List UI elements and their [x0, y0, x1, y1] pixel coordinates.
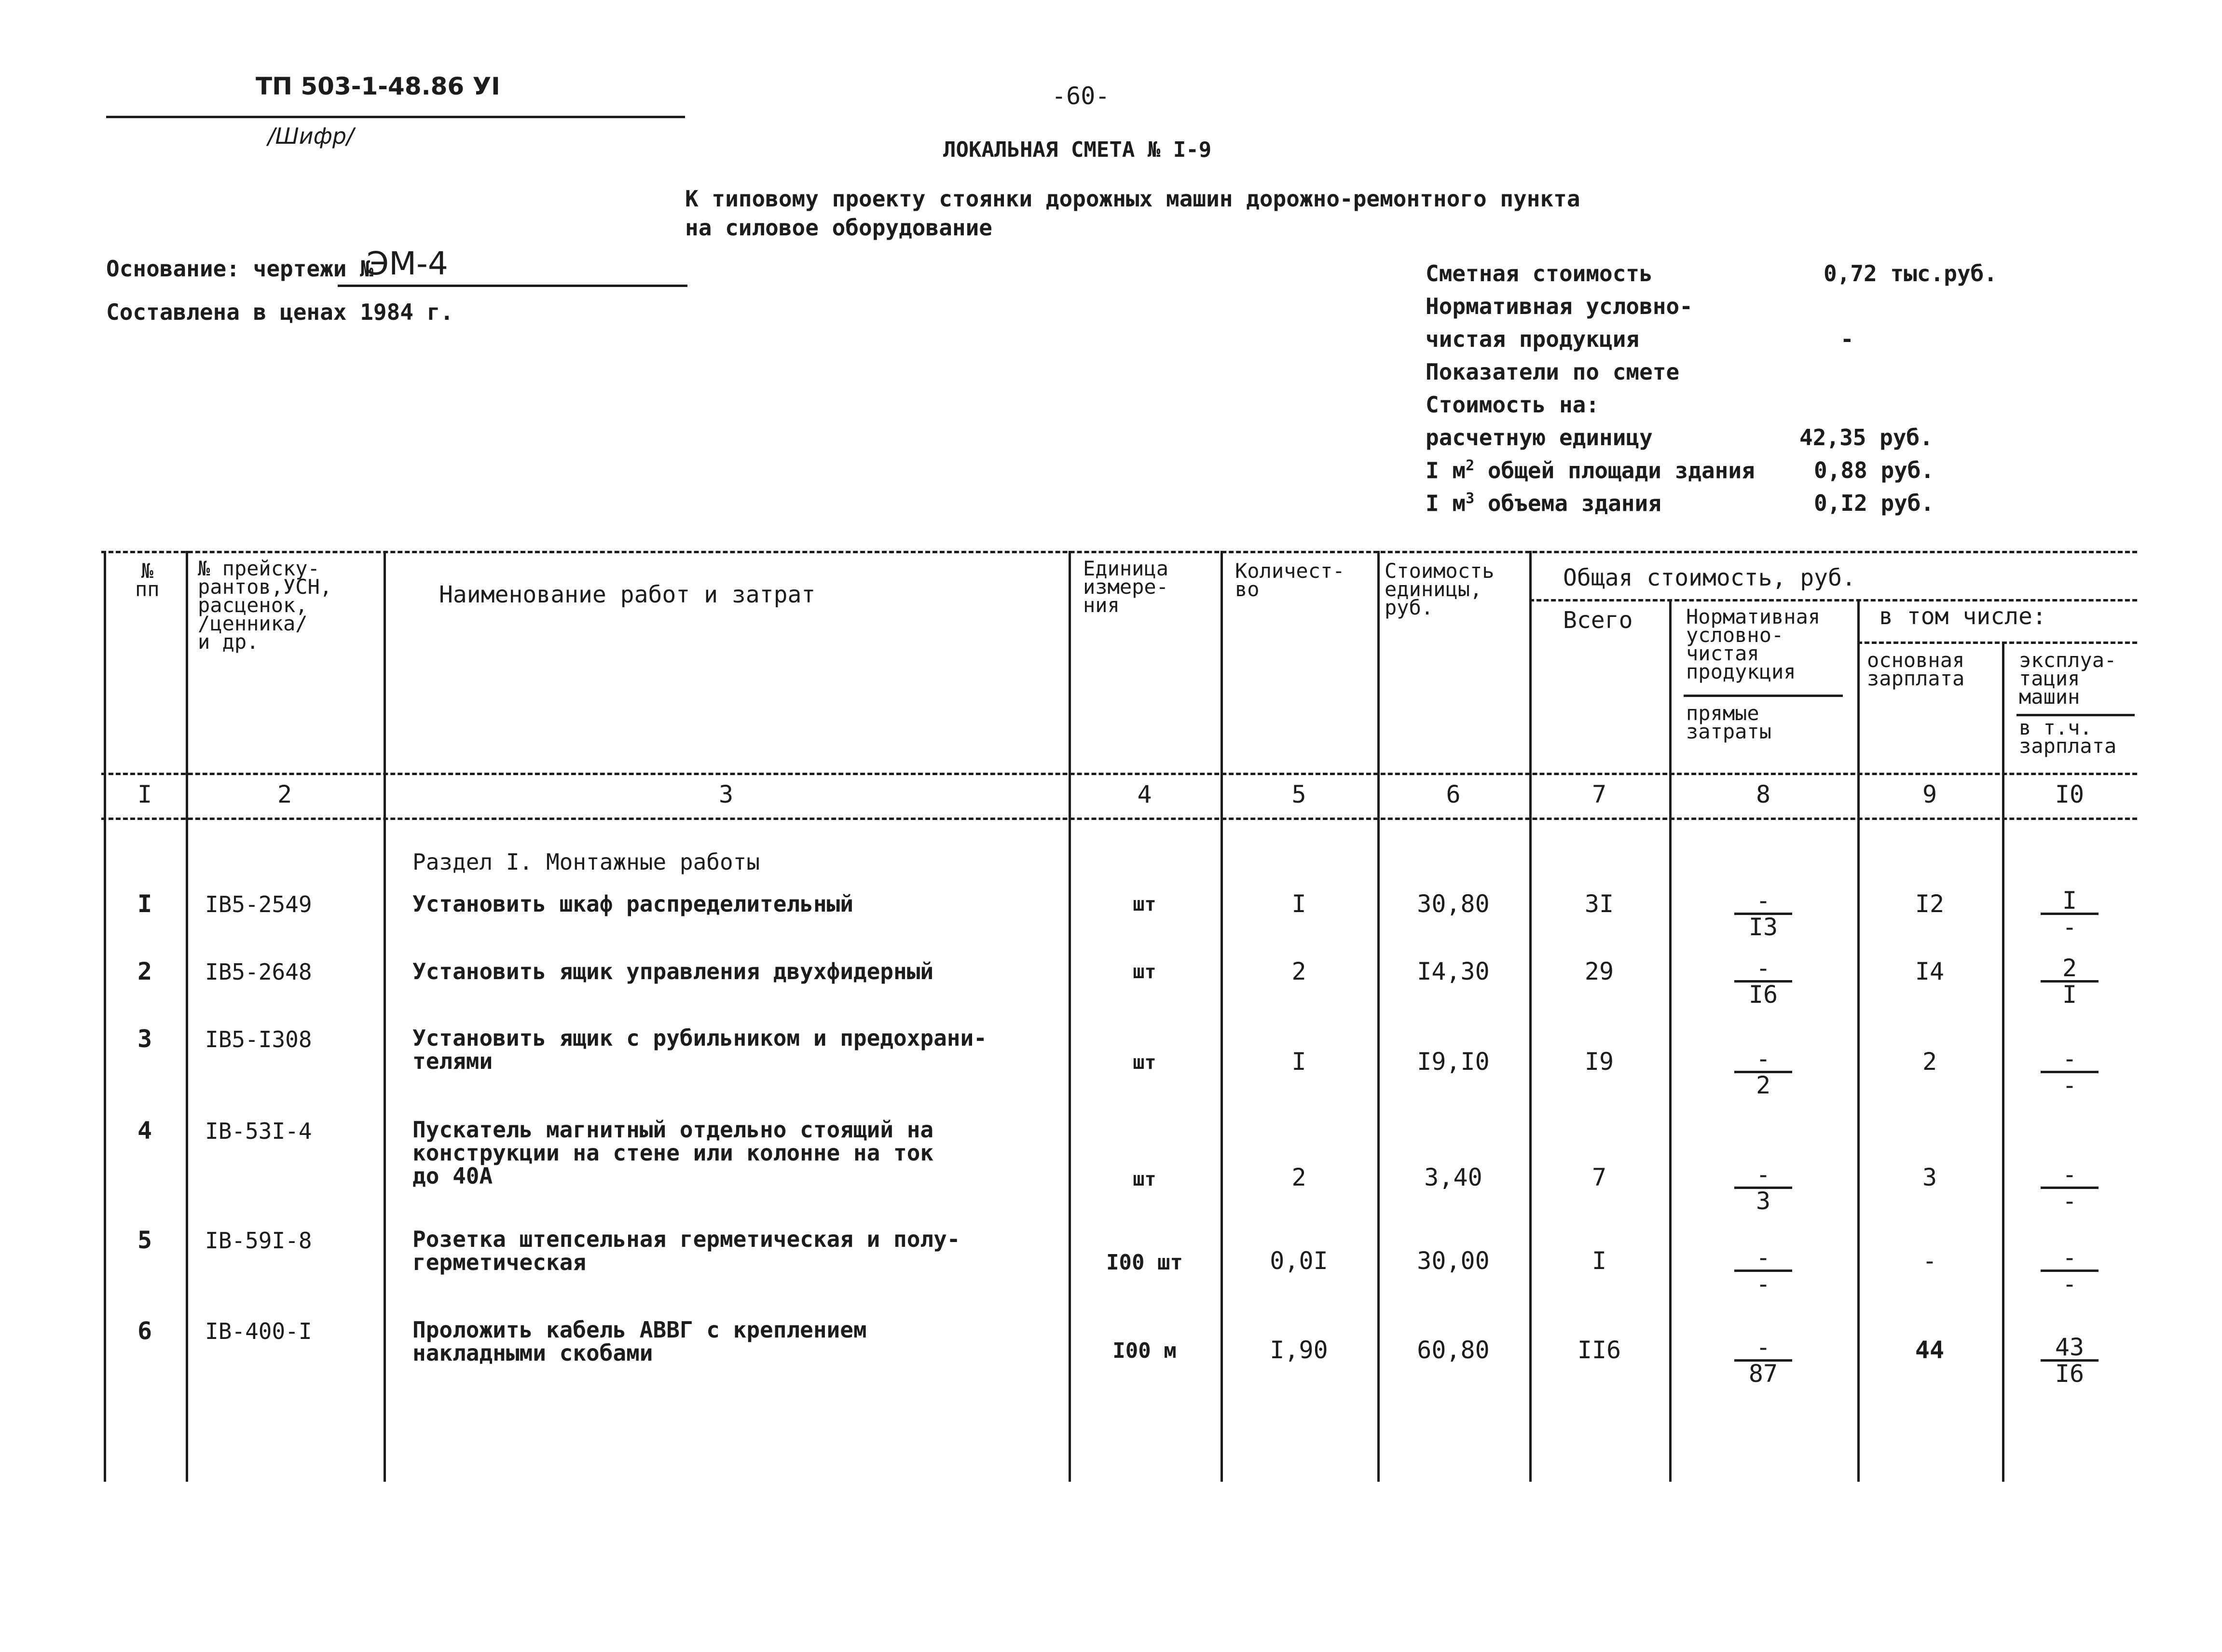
basis-label: Основание: чертежи № — [106, 256, 373, 282]
row-code: IВ-59I-8 — [205, 1228, 312, 1254]
row-code: IВ5-2648 — [205, 959, 312, 985]
col-number-7: 7 — [1591, 780, 1607, 808]
indicators-label: Показатели по смете — [1426, 359, 1680, 385]
row-normative-fraction: - 87 — [1734, 1335, 1792, 1386]
normative-value: - — [1840, 326, 1854, 352]
header-bottom-rule — [101, 773, 2137, 775]
row-total: I — [1591, 1247, 1607, 1275]
row-number: 4 — [137, 1117, 152, 1145]
row-wage: I4 — [1915, 957, 1945, 985]
header-col-10-top: эксплуа- тация машин — [2019, 648, 2117, 709]
row-wage: - — [1922, 1247, 1937, 1275]
header-total-cost: Общая стоимость, руб. — [1563, 564, 1856, 591]
row-wage: 2 — [1922, 1048, 1937, 1076]
row-price: 3,40 — [1424, 1163, 1482, 1191]
row-number: 3 — [137, 1025, 152, 1053]
area-cost-value: 0,88 руб. — [1814, 457, 1934, 483]
col-number-9: 9 — [1922, 780, 1937, 808]
row-qty: I,90 — [1270, 1336, 1328, 1364]
header-col-10-bot: в т.ч. зарплата — [2019, 716, 2117, 758]
unit-cost-label: расчетную единицу — [1426, 424, 1653, 451]
row-price: 30,80 — [1417, 890, 1490, 918]
row-qty: I — [1291, 890, 1306, 918]
row-machine-fraction: - - — [2041, 1245, 2099, 1296]
col-line-2 — [384, 551, 386, 1482]
row-machine-fraction: I - — [2041, 888, 2099, 939]
page-number: -60- — [1052, 82, 1110, 110]
row-wage: 3 — [1922, 1163, 1937, 1191]
row-qty: I — [1291, 1048, 1306, 1076]
row-machine-fraction: - - — [2041, 1162, 2099, 1213]
row-price: I4,30 — [1417, 957, 1490, 985]
cost-value: 0,72 тыс.руб. — [1824, 260, 1998, 287]
header-underline — [106, 116, 685, 118]
basis-value: ЭМ-4 — [367, 245, 448, 282]
row-total: 29 — [1584, 957, 1614, 985]
cost-per-label: Стоимость на: — [1426, 392, 1600, 418]
row-work: Установить шкаф распределительный — [412, 891, 853, 917]
row-code: IВ5-2549 — [205, 891, 312, 917]
row-work: Пускатель магнитный отдельно стоящий на конструкции на стене или колонне на ток до 40А — [412, 1117, 934, 1189]
numbers-bottom-rule — [101, 818, 2137, 820]
row-code: IВ-53I-4 — [205, 1118, 312, 1144]
header-col-9: основная зарплата — [1867, 648, 1965, 690]
header-col-7: Всего — [1563, 607, 1633, 634]
col-number-5: 5 — [1291, 780, 1306, 808]
col-number-10: I0 — [2055, 780, 2085, 808]
row-unit: шт — [1133, 1051, 1156, 1074]
total-cost-rule — [1529, 599, 2137, 601]
row-qty: 2 — [1291, 957, 1306, 985]
cipher-label: /Шифр/ — [268, 123, 354, 149]
row-wage: I2 — [1915, 890, 1945, 918]
header-col-2: № прейску- рантов,УСН, расценок, /ценника/ и др. — [198, 557, 332, 654]
row-normative-fraction: - - — [1734, 1245, 1792, 1296]
section-heading: Раздел I. Монтажные работы — [412, 849, 760, 875]
row-price: I9,I0 — [1417, 1048, 1490, 1076]
row-total: 3I — [1584, 890, 1614, 918]
col-line-7 — [1669, 599, 1672, 1482]
row-qty: 2 — [1291, 1163, 1306, 1191]
header-col-1: № пп — [135, 559, 160, 601]
row-machine-fraction: $\frac{2}{I}$ — [2041, 956, 2099, 1007]
estimate-subtitle-2: на силовое оборудование — [685, 215, 992, 241]
row-total: 7 — [1591, 1163, 1607, 1191]
row-price: 30,00 — [1417, 1247, 1490, 1275]
row-work: Розетка штепсельная герметическая и полу- герметическая — [412, 1226, 960, 1275]
col-number-1: I — [137, 780, 152, 808]
row-machine-fraction: - - — [2041, 1047, 2099, 1097]
row-normative-fraction: - 2 — [1734, 1047, 1792, 1097]
row-normative-fraction: - 3 — [1734, 1162, 1792, 1213]
row-unit: шт — [1133, 961, 1156, 983]
area-cost-label: I $м^2$ общей площади здания — [1426, 457, 1755, 484]
unit-cost-value: 42,35 руб. — [1799, 424, 1933, 451]
row-qty: 0,0I — [1270, 1247, 1328, 1275]
row-work: Установить ящик управления двухфидерный — [412, 958, 934, 984]
estimate-subtitle-1: К типовому проекту стоянки дорожных машин дорожно-ремонтного пункта — [685, 186, 1580, 212]
document-code: ТП 503-1-48.86 УI — [256, 72, 500, 100]
volume-cost-value: 0,I2 руб. — [1814, 490, 1934, 516]
normative-label-2: чистая продукция — [1426, 326, 1640, 352]
header-col-3: Наименование работ и затрат — [439, 581, 816, 608]
incl-rule — [1857, 642, 2137, 644]
row-unit: шт — [1133, 893, 1156, 915]
volume-cost-label: I $м^3$ объема здания — [1426, 490, 1661, 517]
header-col-4: Единица измере- ния — [1083, 557, 1169, 617]
row-unit: шт — [1133, 1168, 1156, 1190]
header-incl: в том числе: — [1879, 603, 2046, 630]
header-col-8-top: Нормативная условно- чистая продукция — [1686, 605, 1821, 683]
prices-note: Составлена в ценах 1984 г. — [106, 299, 454, 325]
basis-underline — [338, 285, 687, 287]
row-work: Установить ящик с рубильником и предохрани- телями — [412, 1025, 987, 1074]
row-number: 2 — [137, 957, 152, 985]
row-normative-fraction: - I3 — [1734, 888, 1792, 939]
header-col-5: Количест- во — [1235, 559, 1345, 601]
col-number-3: 3 — [718, 780, 734, 808]
row-unit: I00 шт — [1106, 1250, 1183, 1275]
normative-label-1: Нормативная условно- — [1426, 293, 1693, 319]
row-number: 6 — [137, 1317, 152, 1345]
row-total: II6 — [1577, 1336, 1621, 1364]
col-number-8: 8 — [1756, 780, 1771, 808]
col-line-9 — [2002, 642, 2004, 1482]
row-number: 5 — [137, 1226, 152, 1254]
table-top-rule — [101, 551, 2137, 553]
row-price: 60,80 — [1417, 1336, 1490, 1364]
row-code: IВ-400-I — [205, 1318, 312, 1344]
col-number-4: 4 — [1137, 780, 1152, 808]
cost-label: Сметная стоимость — [1426, 260, 1653, 287]
estimate-title: ЛОКАЛЬНАЯ СМЕТА № I-9 — [943, 137, 1212, 162]
row-wage: 44 — [1915, 1336, 1945, 1364]
row-code: IВ5-I308 — [205, 1026, 312, 1052]
col-number-6: 6 — [1446, 780, 1461, 808]
row-total: I9 — [1584, 1048, 1614, 1076]
row-normative-fraction: - I6 — [1734, 956, 1792, 1007]
header-col-8-bot: прямые затраты — [1686, 701, 1772, 743]
col-8-divider — [1684, 695, 1843, 697]
row-number: I — [137, 890, 152, 918]
row-unit: I00 м — [1112, 1338, 1177, 1363]
row-work: Проложить кабель АВВГ с креплением накладными скобами — [412, 1317, 867, 1366]
row-machine-fraction: $\frac{43}{I6}$ — [2041, 1335, 2099, 1386]
header-col-6: Стоимость единицы, руб. — [1385, 559, 1495, 619]
col-number-2: 2 — [277, 780, 292, 808]
col-line-1 — [186, 551, 188, 1482]
